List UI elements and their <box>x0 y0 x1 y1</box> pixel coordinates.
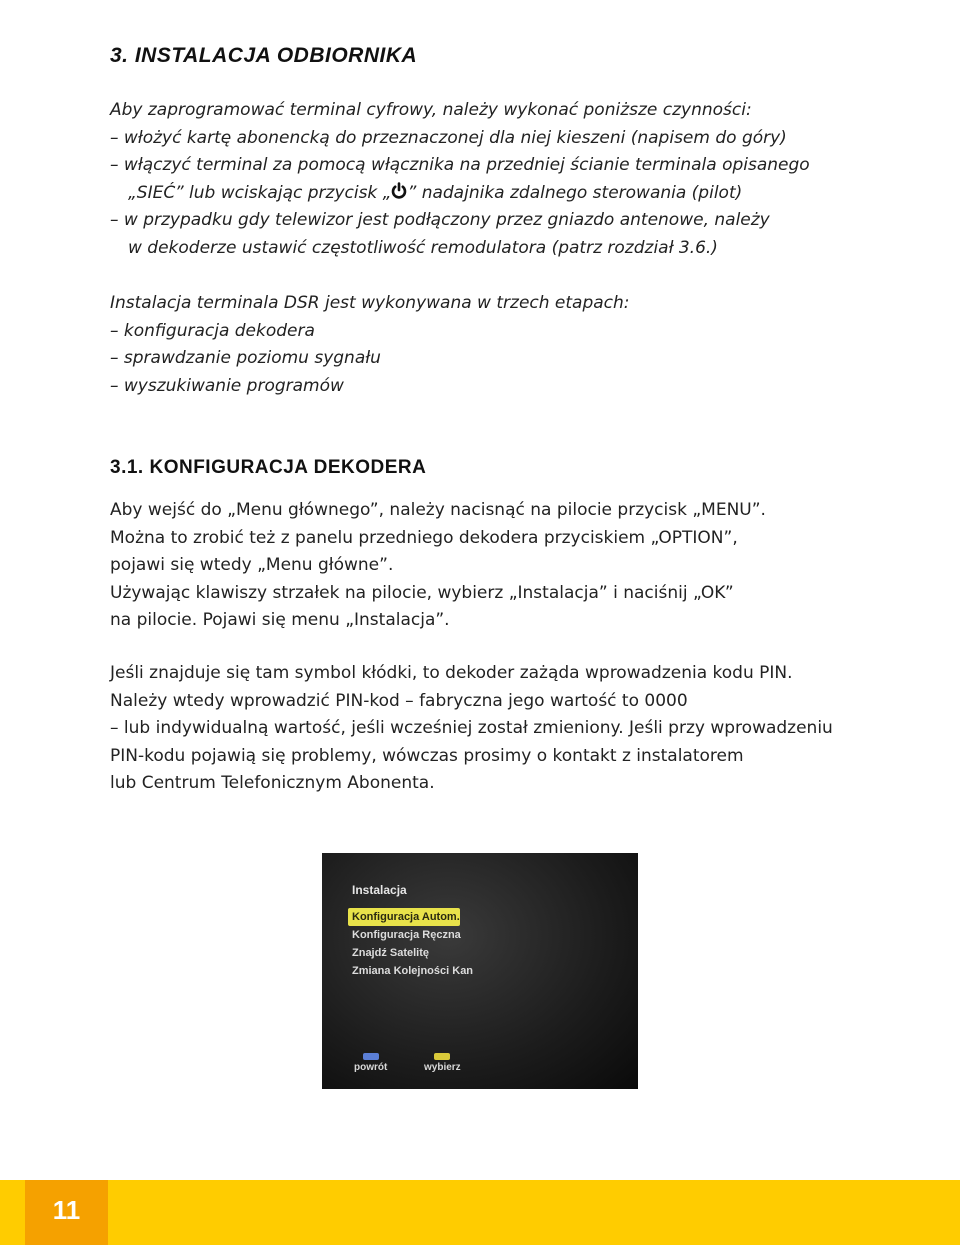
tv-select-hint <box>424 1053 461 1073</box>
intro-line-part: „SIEĆ” lub wciskając przycisk „ <box>128 182 392 203</box>
tv-menu-title: Instalacja <box>352 883 407 897</box>
intro-line-part: ” nadajnika zdalnego sterowania (pilot) <box>407 182 743 203</box>
steps-line: – konfiguracja dekodera <box>110 320 315 341</box>
config-line: pojawi się wtedy „Menu główne”. <box>110 555 394 575</box>
config-paragraph <box>110 497 870 635</box>
blue-key-icon <box>363 1053 379 1060</box>
tv-back-hint <box>354 1053 387 1073</box>
pin-line: lub Centrum Telefonicznym Abonenta. <box>110 773 435 793</box>
tv-menu-item: Konfiguracja Ręczna <box>352 929 461 941</box>
tv-menu-screenshot <box>322 853 638 1089</box>
yellow-key-icon <box>434 1053 450 1060</box>
steps-line: Instalacja terminala DSR jest wykonywana w trzech etapach: <box>110 293 630 313</box>
config-line: Aby wejść do „Menu głównego”, należy nacisnąć na pilocie przycisk „MENU”. <box>110 500 766 520</box>
tv-menu-list <box>348 908 638 980</box>
power-icon <box>391 182 407 200</box>
config-line: na pilocie. Pojawi się menu „Instalacja”. <box>110 610 450 630</box>
tv-menu-item: Konfiguracja Autom. <box>348 908 460 926</box>
config-line: Można to zrobić też z panelu przedniego dekodera przyciskiem „OPTION”, <box>110 527 738 548</box>
steps-line: – sprawdzanie poziomu sygnału <box>110 348 381 368</box>
page-number: 11 <box>52 1195 81 1225</box>
section-heading: 3. INSTALACJA ODBIORNIKA <box>110 44 418 67</box>
pin-line: Jeśli znajduje się tam symbol kłódki, to dekoder zażąda wprowadzenia kodu PIN. <box>110 663 793 683</box>
tv-back-label: powrót <box>354 1062 388 1073</box>
pin-line: – lub indywidualną wartość, jeśli wcześniej został zmieniony. Jeśli przy wprowadzeniu <box>110 718 833 738</box>
intro-line: – włożyć kartę abonencką do przeznaczonej dla niej kieszeni (napisem do góry) <box>110 127 787 148</box>
steps-line: – wyszukiwanie programów <box>110 375 344 396</box>
pin-line: PIN-kodu pojawią się problemy, wówczas prosimy o kontakt z instalatorem <box>110 745 744 766</box>
pin-paragraph <box>110 660 870 798</box>
intro-paragraph <box>110 97 870 262</box>
config-line: Używając klawiszy strzałek na pilocie, wybierz „Instalacja” i naciśnij „OK” <box>110 582 734 603</box>
intro-line: – w przypadku gdy telewizor jest podłączony przez gniazdo antenowe, należy <box>110 210 770 230</box>
tv-select-label: wybierz <box>424 1062 461 1073</box>
intro-line: w dekoderze ustawić częstotliwość remodulatora (patrz rozdział 3.6.) <box>128 237 718 258</box>
intro-line: Aby zaprogramować terminal cyfrowy, należy wykonać poniższe czynności: <box>110 100 752 120</box>
tv-menu-item: Zmiana Kolejności Kan <box>352 965 474 977</box>
intro-line: – włączyć terminal za pomocą włącznika na przedniej ścianie terminala opisanego <box>110 155 810 175</box>
subsection-heading: 3.1. KONFIGURACJA DEKODERA <box>110 457 427 478</box>
intro-line-with-icon <box>110 180 870 208</box>
footer-band <box>0 1180 960 1245</box>
steps-paragraph <box>110 290 870 400</box>
page-number-tab <box>25 1180 108 1245</box>
pin-line: Należy wtedy wprowadzić PIN-kod – fabryczna jego wartość to 0000 <box>110 690 688 711</box>
tv-menu-item: Znajdź Satelitę <box>352 947 430 959</box>
